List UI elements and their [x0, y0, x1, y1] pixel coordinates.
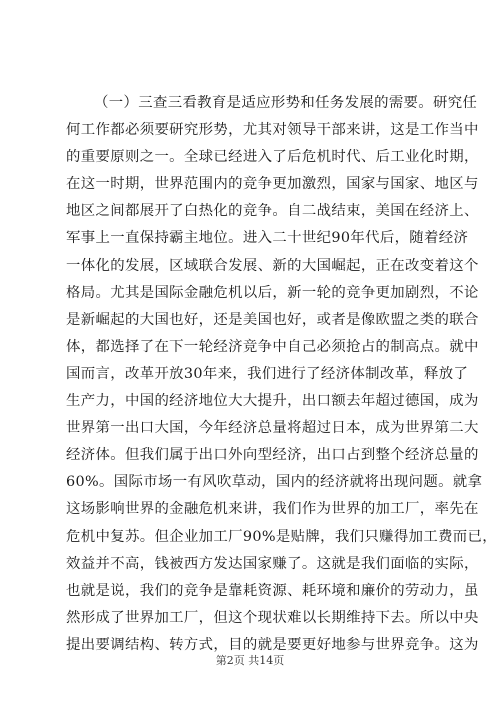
paragraph-line: 体，都选择了在下一轮经济竞争中自己必须抢占的制高点。就中 [66, 338, 479, 355]
paragraph-line: 的重要原则之一。全球已经进入了后危机时代、后工业化时期， [66, 149, 479, 166]
paragraph-line: 然形成了世界加工厂，但这个现状难以长期维持下去。所以中央 [66, 609, 479, 626]
paragraph-line: 提出要调结构、转方式，目的就是要更好地参与世界竞争。这为 [66, 636, 479, 653]
paragraph-line: 是新崛起的大国也好，还是美国也好，或者是像欧盟之类的联合 [66, 311, 479, 328]
paragraph-line: 也就是说，我们的竞争是靠耗资源、耗环境和廉价的劳动力，虽 [66, 582, 479, 599]
paragraph-line: （一）三查三看教育是适应形势和任务发展的需要。研究任 [94, 95, 478, 111]
paragraph-line: 生产力，中国的经济地位大大提升，出口额去年超过德国，成为 [66, 393, 479, 410]
paragraph-line: 军事上一直保持霸主地位。进入二十世纪90年代后，随着经济 [66, 230, 469, 247]
paragraph-line: 在这一时期，世界范围内的竞争更加激烈，国家与国家、地区与 [66, 176, 479, 193]
paragraph-line: 国而言，改革开放30年来，我们进行了经济体制改革，释放了 [66, 365, 469, 382]
paragraph-line: 格局。尤其是国际金融危机以后，新一轮的竞争更加剧烈，不论 [66, 284, 479, 301]
paragraph-line: 一体化的发展，区域联合发展、新的大国崛起，正在改变着这个 [66, 257, 479, 274]
paragraph-line: 这场影响世界的金融危机来讲，我们作为世界的加工厂，率先在 [66, 501, 479, 518]
paragraph-line: 世界第一出口大国，今年经济总量将超过日本，成为世界第二大 [66, 420, 479, 437]
paragraph-line: 危机中复苏。但企业加工厂90%是贴牌，我们只赚得加工费而已， [66, 528, 498, 545]
body-paragraph [66, 90, 498, 659]
paragraph-line: 地区之间都展开了白热化的竞争。自二战结束，美国在经济上、 [66, 203, 479, 220]
paragraph-line: 效益并不高，钱被西方发达国家赚了。这就是我们面临的实际， [66, 555, 479, 572]
paragraph-line: 何工作都必须要研究形势，尤其对领导干部来讲，这是工作当中 [66, 122, 479, 139]
paragraph-line: 经济体。但我们属于出口外向型经济，出口占到整个经济总量的 [66, 447, 479, 464]
paragraph-line: 60%。国际市场一有风吹草动，国内的经济就将出现问题。就拿 [66, 474, 483, 491]
page-number-footer: 第2页 共14页 [215, 654, 285, 667]
